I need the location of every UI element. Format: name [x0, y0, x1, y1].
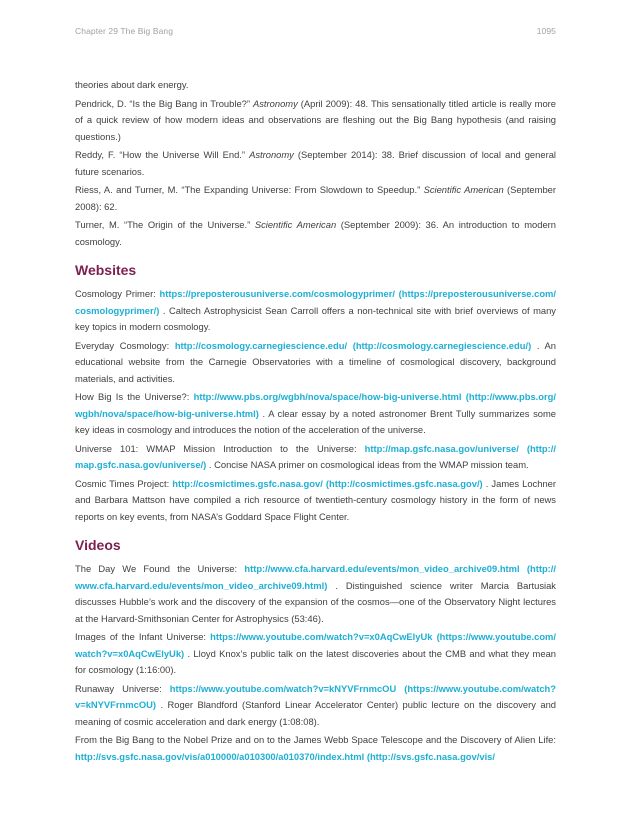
text-run: (April 2009): 48. This sensationally titled article is really more of a quick review of how modern ideas and observations are fleshing out the Big Bang hypothesis (and raising questions.) [75, 97, 556, 142]
paragraph [75, 561, 556, 627]
text-run: The Day We Found the Universe: [75, 563, 245, 574]
hyperlink[interactable]: https://​www.youtube.com/​watch?v=kNYVFrnmcOU (https://​www.youtube.com/​watch?v=kNYVFrnmcOU) [75, 682, 556, 710]
paragraph [75, 389, 556, 439]
paragraph [75, 96, 556, 146]
text-run: (September 2014): 38. Brief discussion of local and general future scenarios. [75, 149, 556, 177]
hyperlink[interactable]: http://​www.cfa.harvard.edu/​events/​mon_video_archive09.html (http://​www.cfa.harvard.edu/​events/​mon_video_archive09.html) [75, 563, 556, 591]
text-run: . Concise NASA primer on cosmological ideas from the WMAP mission team. [206, 459, 529, 470]
text-run: Runaway Universe: [75, 682, 170, 694]
text-run: . A clear essay by a noted astronomer Brent Tully summarizes some key ideas in cosmology and introduces the notion of the acceleration of the universe. [75, 407, 556, 435]
paragraph [75, 476, 556, 526]
text-run: . Lloyd Knox’s public talk on the latest discoveries about the CMB and what they mean for cosmology (1:16:00). [75, 647, 556, 675]
text-run: Cosmic Times Project: [75, 477, 173, 489]
section-heading: Videos [75, 537, 121, 553]
text-run: Riess, A. and Turner, M. “The Expanding Universe: From Slowdown to Speedup.” [75, 184, 424, 195]
paragraph [75, 629, 556, 679]
text-run: Pendrick, D. “Is the Big Bang in Trouble?” [75, 97, 253, 109]
hyperlink[interactable]: https://​preposterousuniverse.com/​cosmologyprimer/ (https://​preposterousuniverse.com/​cosmologyprimer/) [75, 288, 556, 316]
hyperlink[interactable]: http://​cosmology.carnegiescience.edu/ (http://​cosmology.carnegiescience.edu/) [174, 339, 532, 351]
page-number: 1095 [536, 26, 556, 36]
paragraph [75, 182, 556, 215]
text-run: . Roger Blandford (Stanford Linear Accelerator Center) public lecture on the discovery and meaning of cosmic acceleration and dark energy (1:08:08). [75, 699, 556, 727]
text-run: Everyday Cosmology: [75, 339, 175, 351]
italic-text: Scientific American [254, 219, 337, 230]
text-run: How Big Is the Universe?: [75, 391, 194, 402]
text-run: theories about dark energy. [75, 79, 189, 90]
hyperlink[interactable]: https://​www.youtube.com/​watch?v=x0AqCwElyUk (https://​www.youtube.com/​watch?v=x0AqCwElyUk) [75, 631, 557, 659]
italic-text: Scientific American [423, 184, 504, 195]
text-run: . An educational website from the Carnegie Observatories with a timeline of cosmological discovery, background materials, and activities. [75, 339, 556, 384]
content [75, 77, 556, 765]
paragraph [75, 338, 556, 388]
paragraph [75, 441, 556, 474]
hyperlink[interactable]: http://​www.pbs.org/​wgbh/​nova/​space/​how-big-universe.html (http://​www.pbs.org/​wgbh/​nova/​space/​how-big-universe.html) [75, 391, 556, 419]
text-run: From the Big Bang to the Nobel Prize and on to the James Webb Space Telescope and the Discovery of Alien Life: [75, 734, 556, 745]
italic-text: Astronomy [249, 149, 294, 160]
paragraph [75, 147, 556, 180]
hyperlink[interactable]: http://​map.gsfc.nasa.gov/​universe/ (http://​map.gsfc.nasa.gov/​universe/) [75, 442, 556, 470]
text-run: Images of the Infant Universe: [75, 631, 211, 642]
text-run: Universe 101: WMAP Mission Introduction to the Universe: [75, 442, 365, 454]
italic-text: Astronomy [252, 97, 298, 109]
paragraph [75, 77, 556, 94]
hyperlink[interactable]: http://​svs.gsfc.nasa.gov/​vis/​a010000/​a010300/​a010370/​index.html (http://​svs.gsfc.nasa.gov/​vis/ [75, 750, 495, 762]
page-header [75, 26, 556, 36]
text-run: (September 2008): 62. [75, 184, 556, 212]
hyperlink[interactable]: http://​cosmictimes.gsfc.nasa.gov/ (http://​cosmictimes.gsfc.nasa.gov/) [172, 477, 483, 489]
running-head-title: Chapter 29 The Big Bang [75, 26, 174, 36]
paragraph [75, 732, 556, 765]
section-heading: Websites [75, 262, 137, 278]
paragraph [75, 217, 556, 250]
text-run: . Distinguished science writer Marcia Bartusiak discusses Hubble’s work and the discovery of the expansion of the cosmos—one of the Observatory Night lectures at the Harvard-Smithsonian Center for Astrophysics (53:46). [75, 579, 556, 624]
text-run: Cosmology Primer: [75, 288, 160, 299]
text-run: . James Lochner and Barbara Mattson have compiled a rich resource of twentieth-century cosmology history in the form of news reports on key events, from NASA’s Goddard Space Flight Center. [75, 477, 556, 522]
text-run: Reddy, F. “How the Universe Will End.” [75, 149, 250, 160]
paragraph [75, 286, 556, 336]
text-run: Turner, M. “The Origin of the Universe.” [75, 219, 255, 230]
text-run: (September 2009): 36. An introduction to modern cosmology. [75, 219, 556, 247]
text-run: . Caltech Astrophysicist Sean Carroll offers a non-technical site with brief overviews of many key topics in modern cosmology. [75, 304, 556, 332]
paragraph [75, 681, 556, 731]
